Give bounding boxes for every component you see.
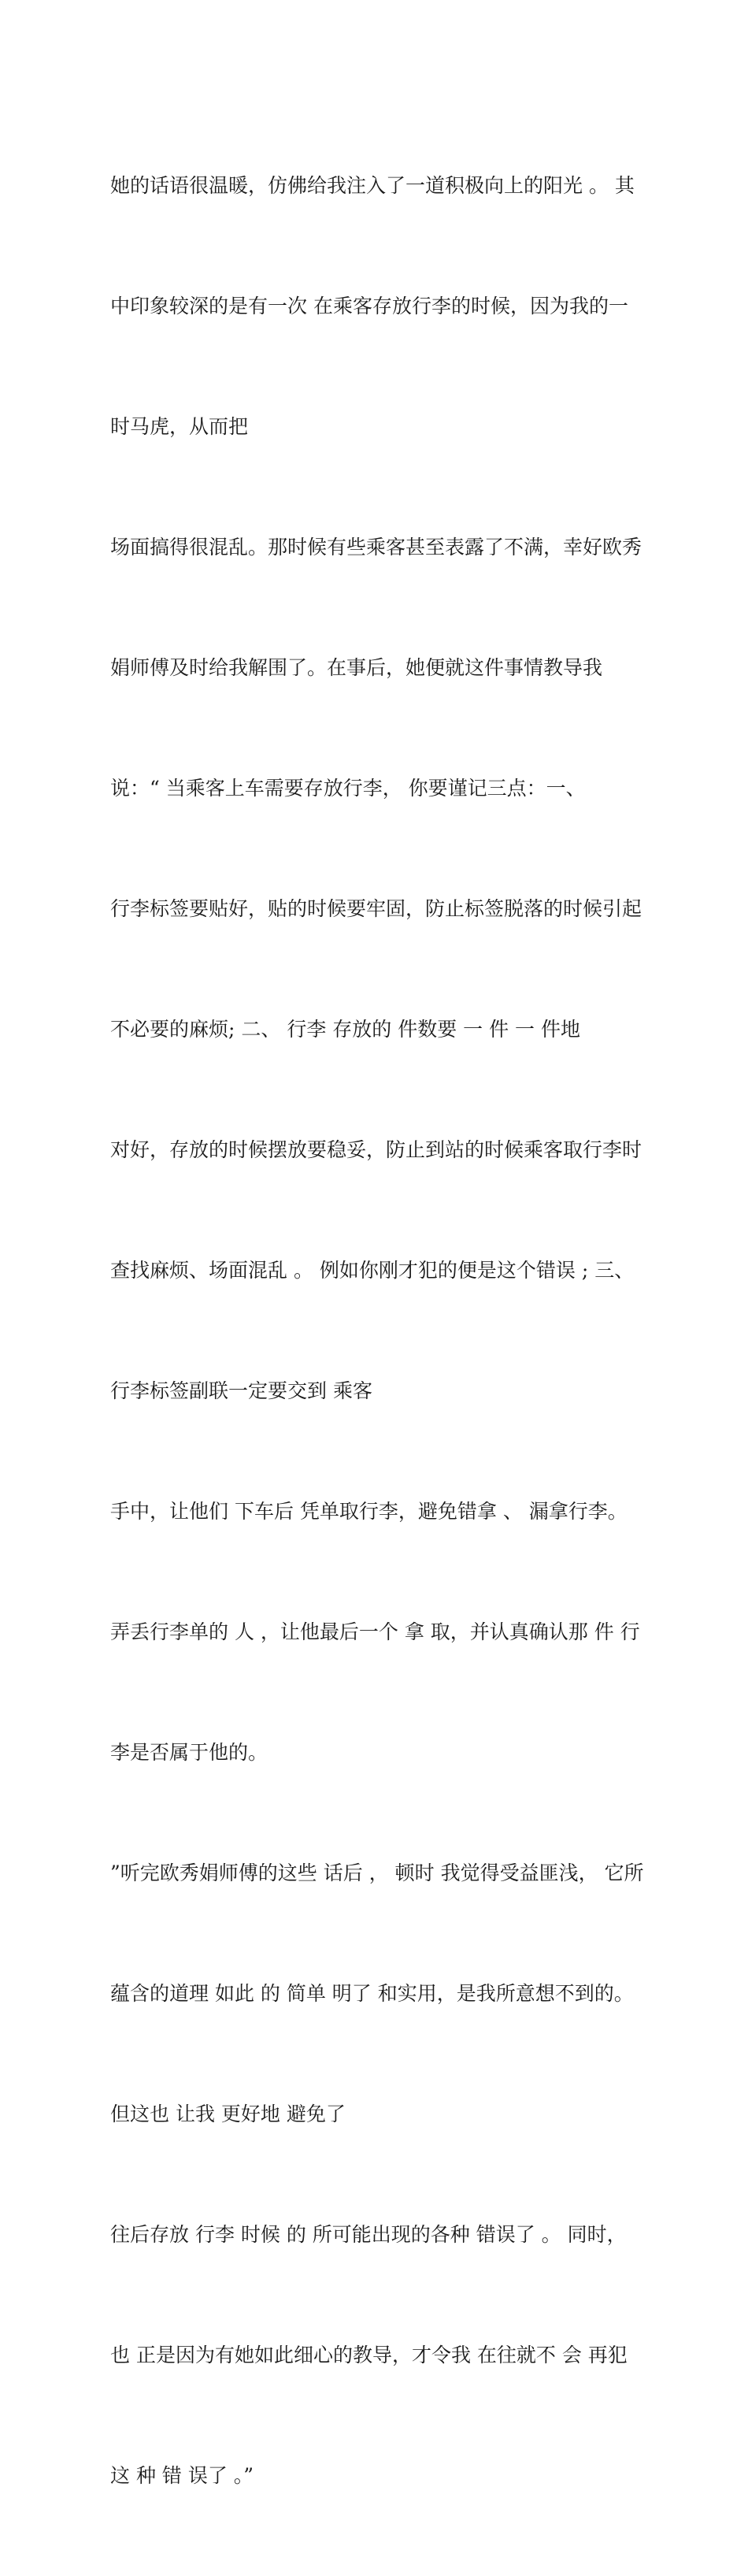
text-line: 不必要的麻烦; 二、 行李 存放的 件数要 一 件 一 件地 <box>110 1018 580 1041</box>
text-line: 行李标签副联一定要交到 乘客 <box>110 1379 372 1402</box>
text-line: 这 种 错 误了 。” <box>110 2464 254 2487</box>
text-line: 说：“ 当乘客上车需要存放行李， 你要谨记三点：一、 <box>110 777 586 800</box>
text-line: 场面搞得很混乱。那时候有些乘客甚至表露了不满，幸好欧秀 <box>110 536 642 559</box>
text-line: 查找麻烦、场面混乱 。 例如你刚才犯的便是这个错误 ; 三、 <box>110 1259 635 1282</box>
text-line: 往后存放 行李 时候 的 所可能出现的各种 错误了 。 同时， <box>110 2223 627 2246</box>
text-line: 手中，让他们 下车后 凭单取行李，避免错拿 、 漏拿行李。 <box>110 1500 628 1523</box>
text-line: 弄丢行李单的 人 ，让他最后一个 拿 取，并认真确认那 件 行 <box>110 1620 640 1643</box>
text-line: 李是否属于他的。 <box>110 1741 268 1764</box>
text-line: 中印象较深的是有一次 在乘客存放行李的时候，因为我的一 <box>110 295 628 317</box>
text-line: 但这也 让我 更好地 避免了 <box>110 2103 346 2125</box>
text-line: 娟师傅及时给我解围了。在事后，她便就这件事情教导我 <box>110 656 603 679</box>
text-line: 她的话语很温暖，仿佛给我注入了一道积极向上的阳光 。 其 <box>110 174 635 197</box>
text-line: 也 正是因为有她如此细心的教导，才令我 在往就不 会 再犯 <box>110 2344 628 2366</box>
text-line: 蕴含的道理 如此 的 简单 明了 和实用，是我所意想不到的。 <box>110 1982 634 2005</box>
text-line: 行李标签要贴好，贴的时候要牢固，防止标签脱落的时候引起 <box>110 897 642 920</box>
text-line: 时马虎，从而把 <box>110 415 249 438</box>
text-line: 对好，存放的时候摆放要稳妥，防止到站的时候乘客取行李时 <box>110 1138 642 1161</box>
text-line: ”听完欧秀娟师傅的这些 话后 ， 顿时 我觉得受益匪浅， 它所 <box>110 1861 644 1884</box>
body-text <box>110 85 661 2576</box>
